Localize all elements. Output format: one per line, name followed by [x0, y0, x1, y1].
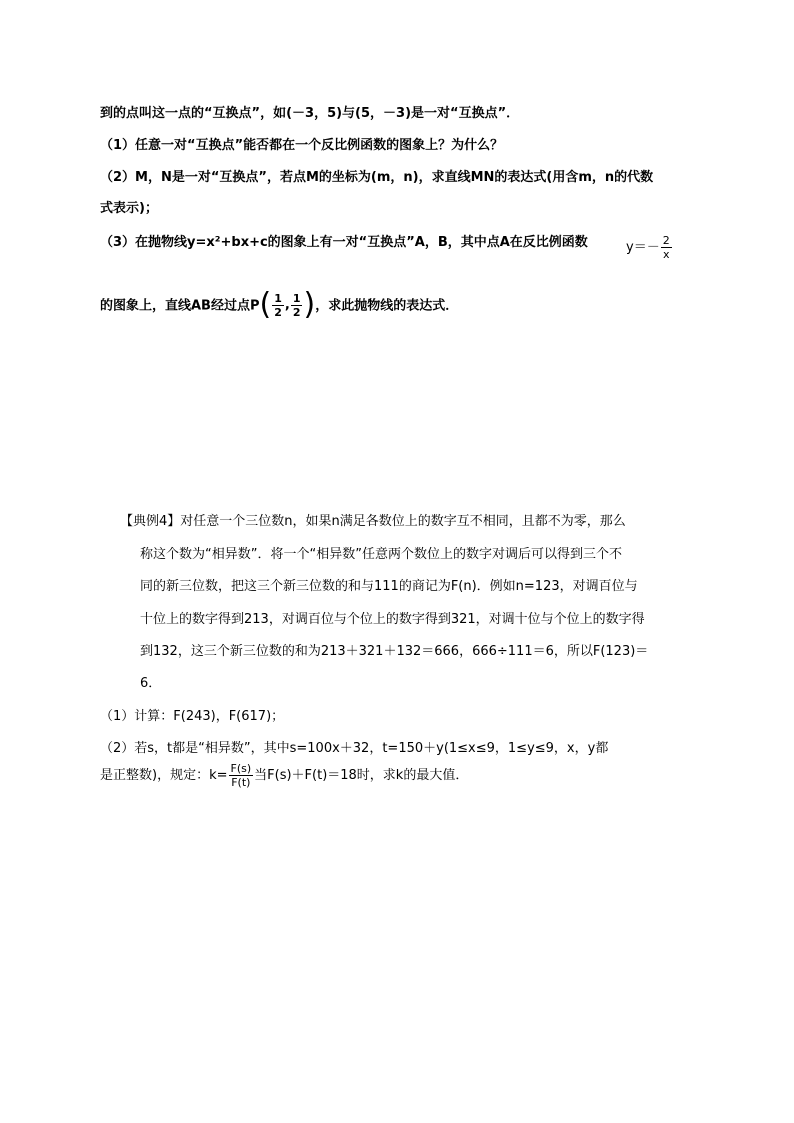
- formula-numerator: 2: [662, 234, 670, 247]
- point-p-coordinates: ( $\frac{1}{2}$ , $\frac{1}{2}$ ): [259, 287, 316, 322]
- question-2-line-1: （2）M，N是一对“互换点”，若点M的坐标为(m，n)，求直线MN的表达式(用含m，n的代数: [100, 170, 654, 185]
- question-3-line-2: [100, 287, 459, 322]
- question-3-line-1: （3）在抛物线y=x²+bx+c的图象上有一对“互换点”A，B，其中点A在反比例函数: [100, 235, 588, 250]
- point-y-denominator: 2: [292, 305, 301, 319]
- question-2-line-2: 式表示)；: [100, 201, 158, 216]
- q2-text-after-fraction: 当F(s)＋F(t)＝18时，求k的最大值．: [254, 768, 469, 783]
- intro-line: 到的点叫这一点的“互换点”，如(－3，5)与(5，－3)是一对“互换点”．: [100, 106, 520, 121]
- k-denominator: F(t): [231, 776, 251, 789]
- formula-fraction: [661, 234, 672, 261]
- k-fraction: [229, 762, 254, 789]
- q3-text-after-point: ，求此抛物线的表达式．: [315, 298, 459, 314]
- point-x-denominator: 2: [274, 305, 282, 319]
- example-4-line-5: 到132，这三个新三位数的和为213＋321＋132＝666，666÷111＝6，所以F(123)＝: [140, 644, 649, 659]
- example-4-line-3: 同的新三位数，把这三个新三位数的和与111的商记为F(n)．例如n=123，对调百位与: [140, 579, 638, 594]
- example-4-question-2-line-1: （2）若s，t都是“相异数”，其中s=100x＋32，t=150＋y(1≤x≤9，1≤y≤9，x，y都: [100, 741, 609, 756]
- example-4-line-6: 6．: [140, 676, 162, 691]
- q3-text-before-point: 的图象上，直线AB经过点P: [100, 298, 260, 314]
- example-4-line-4: 十位上的数字得到213，对调百位与个位上的数字得到321，对调十位与个位上的数字得: [140, 612, 645, 627]
- point-separator: ,: [284, 297, 290, 313]
- question-1: （1）任意一对“互换点”能否都在一个反比例函数的图象上？为什么？: [100, 138, 504, 153]
- example-4-question-2-line-2: [100, 762, 468, 789]
- formula-denominator: x: [662, 248, 670, 261]
- inverse-function-formula: [626, 234, 673, 261]
- example-4-question-1: （1）计算：F(243)，F(617)；: [100, 709, 285, 724]
- point-x-numerator: 1: [274, 291, 282, 305]
- example-4-line-2: 称这个数为“相异数”．将一个“相异数”任意两个数位上的数字对调后可以得到三个不: [140, 547, 622, 562]
- q2-text-before-fraction: 是正整数)，规定：k=: [100, 768, 228, 783]
- example-4-line-1: 【典例4】对任意一个三位数n，如果n满足各数位上的数字互不相同，且都不为零，那么: [120, 514, 626, 529]
- formula-left: y＝－: [626, 240, 660, 255]
- point-y-numerator: 1: [292, 291, 301, 305]
- k-numerator: F(s): [230, 762, 252, 775]
